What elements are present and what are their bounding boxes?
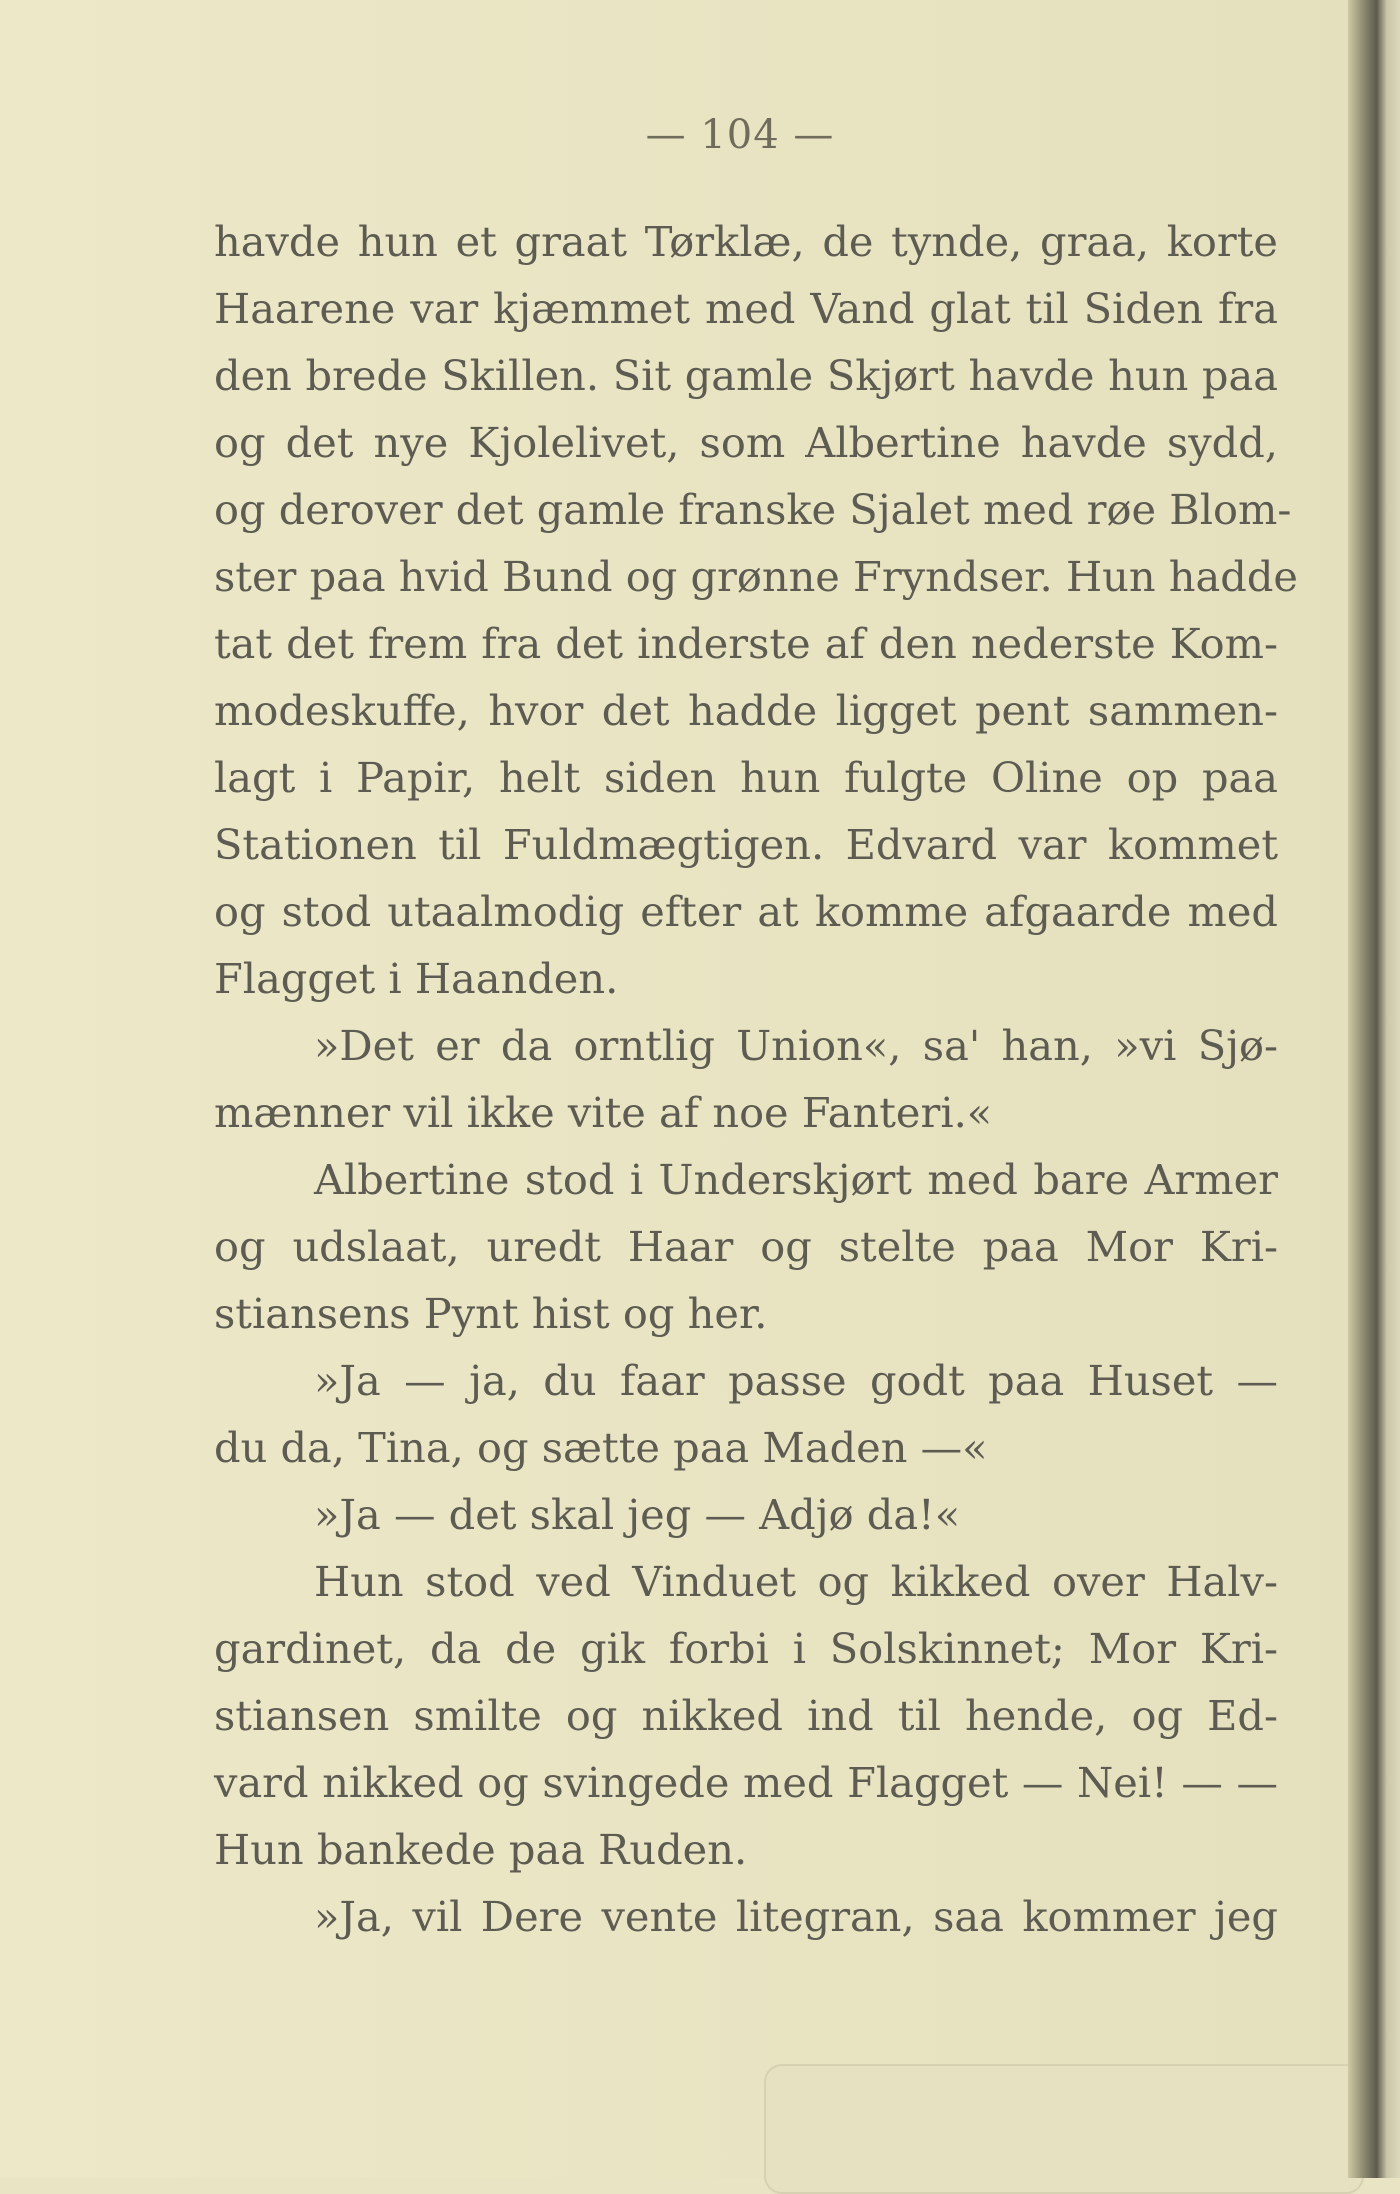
text-line: stiansen smilte og nikked ind til hende, og Ed-: [214, 1691, 1278, 1740]
book-spine-shadow: [1348, 0, 1400, 2178]
text-line: den brede Skillen. Sit gamle Skjørt havde hun paa: [214, 351, 1278, 400]
text-line: Hun bankede paa Ruden.: [214, 1825, 748, 1874]
text-line: »Ja — det skal jeg — Adjø da!«: [314, 1490, 961, 1539]
text-line: og derover det gamle franske Sjalet med røe Blom-: [214, 485, 1292, 534]
text-line: Hun stod ved Vinduet og kikked over Halv-: [314, 1557, 1278, 1606]
text-line: Stationen til Fuldmægtigen. Edvard var kommet: [214, 820, 1278, 869]
text-line: Albertine stod i Underskjørt med bare Armer: [314, 1155, 1278, 1204]
text-line: lagt i Papir, helt siden hun fulgte Oline op paa: [214, 753, 1278, 802]
text-line: gardinet, da de gik forbi i Solskinnet; Mor Kri-: [214, 1624, 1278, 1673]
text-line: Haarene var kjæmmet med Vand glat til Siden fra: [214, 284, 1278, 333]
text-line: stiansens Pynt hist og her.: [214, 1289, 768, 1338]
text-line: tat det frem fra det inderste af den nederste Kom-: [214, 619, 1278, 668]
page-edge-mark: [764, 2064, 1364, 2194]
text-line: og udslaat, uredt Haar og stelte paa Mor Kri-: [214, 1222, 1278, 1271]
text-line: modeskuffe, hvor det hadde ligget pent sammen-: [214, 686, 1278, 735]
text-line: »Ja — ja, du faar passe godt paa Huset —: [314, 1356, 1278, 1405]
body-text: [214, 208, 1298, 1950]
text-line: »Det er da orntlig Union«, sa' han, »vi Sjø-: [314, 1021, 1278, 1070]
text-line: »Ja, vil Dere vente litegran, saa kommer jeg: [314, 1892, 1278, 1941]
text-line: ster paa hvid Bund og grønne Fryndser. Hun hadde: [214, 552, 1298, 601]
text-line: Flagget i Haanden.: [214, 954, 619, 1003]
text-line: vard nikked og svingede med Flagget — Nei! — —: [214, 1758, 1278, 1807]
page-number: — 104 —: [645, 112, 835, 158]
text-line: mænner vil ikke vite af noe Fanteri.«: [214, 1088, 993, 1137]
text-line: og det nye Kjolelivet, som Albertine havde sydd,: [214, 418, 1278, 467]
text-line: og stod utaalmodig efter at komme afgaarde med: [214, 887, 1278, 936]
text-line: havde hun et graat Tørklæ, de tynde, graa, korte: [214, 217, 1278, 266]
text-line: du da, Tina, og sætte paa Maden —«: [214, 1423, 988, 1472]
